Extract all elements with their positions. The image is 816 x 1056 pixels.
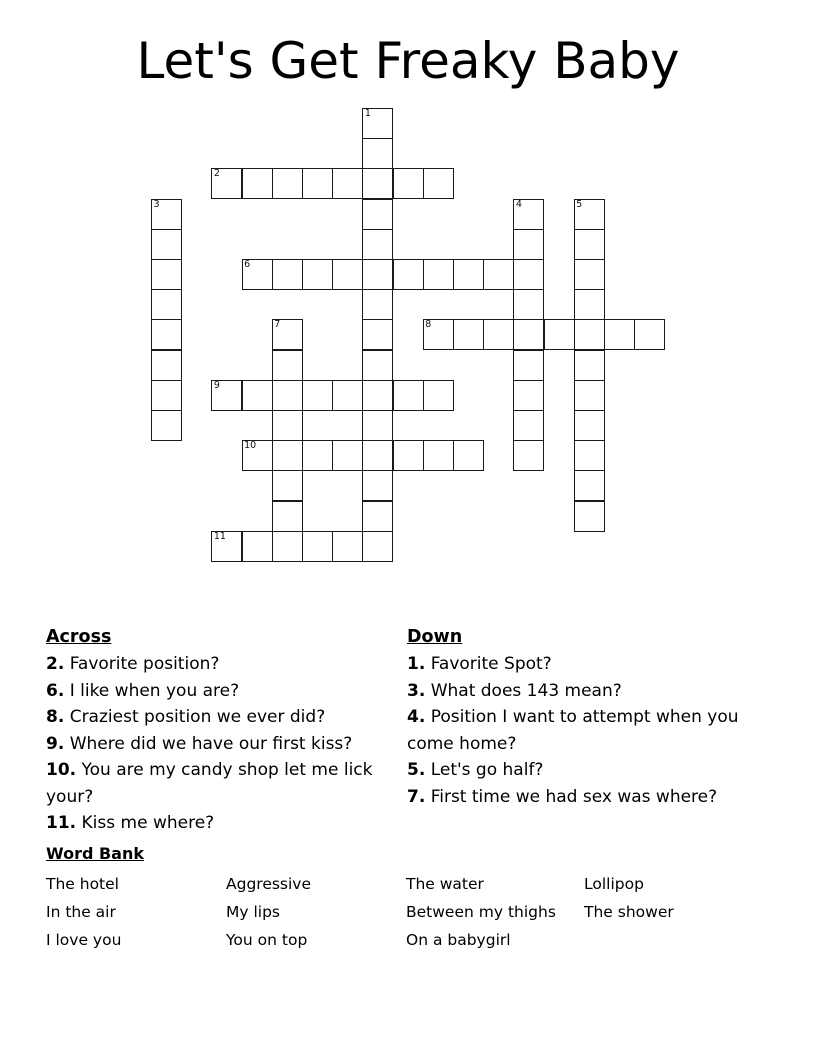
crossword-cell[interactable] — [151, 350, 182, 381]
down-clue-item[interactable] — [407, 678, 752, 705]
across-clue-item[interactable] — [46, 651, 401, 678]
crossword-cell[interactable] — [634, 319, 665, 350]
across-clue-number: 8. — [46, 707, 65, 727]
crossword-cell[interactable] — [393, 440, 424, 471]
down-clue-number: 4. — [407, 707, 426, 727]
crossword-cell[interactable] — [272, 350, 303, 381]
crossword-cell[interactable] — [272, 168, 303, 199]
across-clue-list — [46, 651, 401, 837]
across-clue-number: 10. — [46, 760, 77, 780]
down-clue-number: 3. — [407, 680, 426, 701]
crossword-cell[interactable] — [302, 380, 333, 411]
crossword-cell[interactable] — [151, 410, 182, 441]
crossword-cell[interactable] — [604, 319, 635, 350]
crossword-cell[interactable] — [211, 168, 242, 199]
word-bank-item[interactable]: The hotel — [46, 875, 119, 893]
crossword-cell[interactable] — [362, 501, 393, 532]
crossword-cell[interactable] — [332, 259, 363, 290]
crossword-cell[interactable] — [513, 350, 544, 381]
crossword-cell[interactable] — [151, 229, 182, 260]
across-clue-number: 2. — [46, 654, 65, 674]
word-bank-row — [46, 870, 706, 898]
crossword-cell[interactable] — [574, 410, 605, 441]
crossword-cell[interactable] — [362, 229, 393, 260]
crossword-cell-number: 4 — [515, 198, 522, 210]
crossword-cell[interactable] — [423, 380, 454, 411]
across-clue-text: Craziest position we ever did? — [64, 707, 326, 727]
across-clue-item[interactable] — [46, 810, 401, 837]
crossword-cell[interactable] — [362, 259, 393, 290]
crossword-cell[interactable] — [151, 289, 182, 320]
crossword-cell[interactable] — [393, 380, 424, 411]
word-bank-item[interactable]: Lollipop — [584, 875, 644, 893]
crossword-cell[interactable] — [302, 531, 333, 562]
crossword-cell[interactable] — [362, 380, 393, 411]
crossword-cell[interactable] — [574, 319, 605, 350]
crossword-cell[interactable] — [362, 168, 393, 199]
across-clue-item[interactable] — [46, 731, 401, 758]
crossword-cell[interactable] — [272, 531, 303, 562]
word-bank-item[interactable]: On a babygirl — [406, 931, 511, 949]
crossword-cell[interactable] — [513, 380, 544, 411]
crossword-cell-number: 3 — [153, 198, 160, 210]
crossword-cell[interactable] — [242, 440, 273, 471]
crossword-cell[interactable] — [272, 470, 303, 501]
crossword-cell[interactable] — [151, 319, 182, 350]
word-bank-section — [46, 843, 776, 954]
across-clue-number: 6. — [46, 680, 65, 701]
crossword-cell[interactable] — [362, 138, 393, 169]
across-clue-item[interactable] — [46, 678, 401, 705]
crossword-cell[interactable] — [242, 259, 273, 290]
across-clue-number: 11. — [46, 813, 77, 833]
crossword-cell[interactable] — [453, 259, 484, 290]
crossword-cell-number: 6 — [244, 259, 251, 270]
word-bank-empty — [584, 926, 706, 954]
word-bank-item[interactable]: The shower — [584, 903, 674, 921]
crossword-cell[interactable] — [423, 168, 454, 199]
crossword-cell[interactable] — [513, 259, 544, 290]
crossword-cell[interactable] — [513, 410, 544, 441]
crossword-cell[interactable] — [574, 501, 605, 532]
down-clue-text: What does 143 mean? — [425, 680, 622, 701]
word-bank-item[interactable]: My lips — [226, 903, 281, 921]
crossword-cell[interactable] — [513, 289, 544, 320]
crossword-cell[interactable] — [272, 501, 303, 532]
crossword-cell[interactable] — [272, 440, 303, 471]
word-bank-row — [46, 926, 706, 954]
crossword-cell[interactable] — [544, 319, 575, 350]
across-clue-text: You are my candy shop let me lick your? — [46, 760, 373, 807]
page-title: Let's Get Freaky Baby — [136, 32, 680, 90]
crossword-cell[interactable] — [453, 319, 484, 350]
crossword-cell[interactable] — [574, 470, 605, 501]
down-clue-text: Position I want to attempt when you come home? — [407, 707, 739, 754]
crossword-cell[interactable] — [423, 440, 454, 471]
down-clue-text: Favorite Spot? — [425, 654, 552, 674]
crossword-cell[interactable] — [362, 410, 393, 441]
crossword-cell[interactable] — [483, 319, 514, 350]
across-clue-text: Favorite position? — [64, 654, 220, 674]
across-clues-column — [46, 626, 401, 837]
crossword-cell[interactable] — [513, 199, 544, 230]
crossword-cell[interactable] — [574, 259, 605, 290]
down-clue-item[interactable] — [407, 784, 752, 811]
crossword-cell[interactable] — [513, 440, 544, 471]
crossword-cell[interactable] — [272, 410, 303, 441]
crossword-cell[interactable] — [513, 319, 544, 350]
crossword-cell[interactable] — [574, 440, 605, 471]
down-heading: Down — [407, 627, 463, 647]
word-bank-item[interactable]: Between my thighs — [406, 903, 556, 921]
crossword-cell-number: 9 — [213, 379, 220, 391]
crossword-cell[interactable] — [272, 259, 303, 290]
crossword-cell[interactable] — [151, 380, 182, 411]
crossword-cell[interactable] — [332, 380, 363, 411]
crossword-cell[interactable] — [362, 199, 393, 230]
crossword-cell[interactable] — [302, 259, 333, 290]
crossword-cell-number: 10 — [244, 440, 257, 452]
word-bank-table — [46, 870, 706, 954]
across-clue-item[interactable] — [46, 704, 401, 731]
down-clue-number: 7. — [407, 786, 426, 807]
crossword-cell[interactable] — [242, 380, 273, 411]
down-clue-item[interactable] — [407, 704, 752, 757]
crossword-cell[interactable] — [362, 108, 393, 139]
down-clue-list — [407, 651, 752, 810]
crossword-cell[interactable] — [362, 470, 393, 501]
crossword-cell[interactable] — [574, 380, 605, 411]
word-bank-item[interactable]: The water — [406, 875, 484, 893]
crossword-cell-number: 5 — [576, 198, 583, 210]
crossword-cell[interactable] — [272, 380, 303, 411]
crossword-cell[interactable] — [211, 531, 242, 562]
across-clue-item[interactable] — [46, 757, 401, 810]
down-clue-number: 5. — [407, 760, 426, 780]
down-clue-number: 1. — [407, 654, 426, 674]
crossword-cell[interactable] — [332, 168, 363, 199]
crossword-cell[interactable] — [151, 199, 182, 230]
down-clue-item[interactable] — [407, 651, 752, 678]
crossword-cell[interactable] — [151, 259, 182, 290]
crossword-cell[interactable] — [423, 259, 454, 290]
crossword-cell[interactable] — [574, 199, 605, 230]
crossword-cell[interactable] — [483, 259, 514, 290]
crossword-cell[interactable] — [453, 440, 484, 471]
word-bank-item[interactable]: You on top — [226, 931, 308, 949]
crossword-cell[interactable] — [574, 289, 605, 320]
crossword-cell[interactable] — [302, 168, 333, 199]
across-clue-number: 9. — [46, 733, 65, 754]
crossword-cell[interactable] — [393, 259, 424, 290]
across-clue-text: Kiss me where? — [76, 813, 215, 833]
crossword-cell[interactable] — [393, 168, 424, 199]
across-clue-text: Where did we have our first kiss? — [64, 733, 353, 754]
crossword-cell[interactable] — [362, 531, 393, 562]
crossword-cell[interactable] — [242, 168, 273, 199]
crossword-cell[interactable] — [272, 319, 303, 350]
crossword-cell[interactable] — [242, 531, 273, 562]
crossword-cell[interactable] — [332, 440, 363, 471]
crossword-cell-number: 1 — [364, 108, 371, 119]
word-bank-item[interactable]: Aggressive — [226, 875, 312, 893]
crossword-cell-number: 2 — [213, 168, 220, 180]
crossword-cell[interactable] — [362, 319, 393, 350]
word-bank-item[interactable]: I love you — [46, 931, 122, 949]
word-bank-heading: Word Bank — [46, 844, 145, 863]
crossword-cell-number: 11 — [213, 530, 226, 542]
crossword-cell[interactable] — [211, 380, 242, 411]
crossword-cell[interactable] — [362, 289, 393, 320]
word-bank-item[interactable]: In the air — [46, 903, 116, 921]
crossword-cell[interactable] — [302, 440, 333, 471]
crossword-cell[interactable] — [332, 531, 363, 562]
crossword-cell-number: 7 — [274, 319, 281, 331]
down-clue-item[interactable] — [407, 757, 752, 784]
across-heading: Across — [46, 627, 112, 647]
crossword-cell[interactable] — [423, 319, 454, 350]
crossword-cell[interactable] — [574, 229, 605, 260]
down-clues-column — [407, 626, 752, 810]
crossword-cell-number: 8 — [425, 319, 432, 331]
crossword-cell[interactable] — [513, 229, 544, 260]
word-bank-row — [46, 898, 706, 926]
crossword-cell[interactable] — [574, 350, 605, 381]
crossword-cell[interactable] — [362, 350, 393, 381]
down-clue-text: Let's go half? — [425, 760, 544, 780]
down-clue-text: First time we had sex was where? — [425, 786, 718, 807]
across-clue-text: I like when you are? — [64, 680, 240, 701]
crossword-cell[interactable] — [362, 440, 393, 471]
